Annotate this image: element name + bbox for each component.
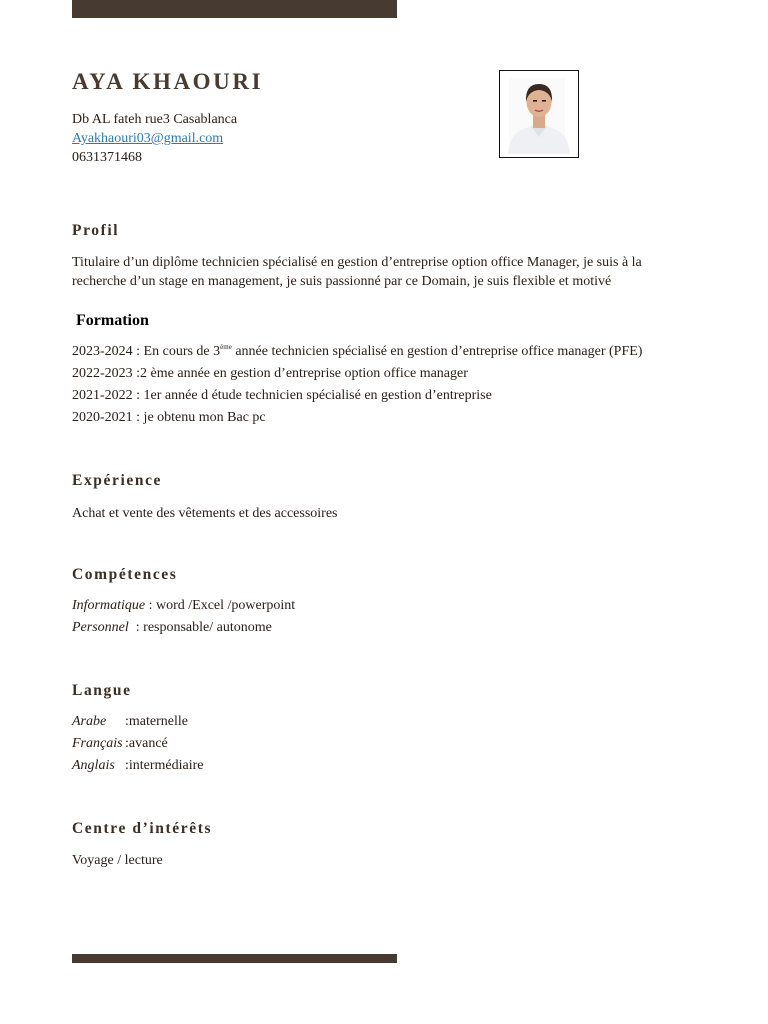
competences-heading: Compétences — [72, 566, 178, 583]
profil-text: Titulaire d’un diplôme technicien spécialisé en gestion d’entreprise option office Manager, je suis à la recherche d’un stage en management, je suis passionné par ce Domain, je suis flexible et motivé — [72, 255, 642, 289]
formation-item: 2023-2024 : En cours de 3ème année technicien spécialisé en gestion d’entreprise office manager (PFE) — [72, 343, 643, 359]
formation-item: 2020-2021 : je obtenu mon Bac pc — [72, 410, 266, 425]
competence-label: Personnel — [72, 620, 129, 635]
langue-value: :intermédiaire — [125, 758, 204, 773]
competence-value: : responsable/ autonome — [128, 620, 272, 635]
competence-item — [72, 617, 295, 639]
langue-item — [72, 733, 204, 755]
langue-value: :maternelle — [125, 714, 188, 729]
experience-heading: Expérience — [72, 472, 163, 489]
formation-list — [72, 341, 642, 429]
interets-heading: Centre d’intérêts — [72, 820, 213, 837]
langue-heading: Langue — [72, 682, 132, 699]
competence-label: Informatique — [72, 598, 146, 613]
competence-value: : word /Excel /powerpoint — [145, 598, 296, 613]
email-link[interactable]: Ayakhaouri03@gmail.com — [72, 131, 224, 146]
phone: 0631371468 — [72, 150, 142, 165]
langue-item — [72, 711, 204, 733]
contact-block — [72, 110, 237, 167]
langue-label: Anglais — [72, 758, 115, 773]
candidate-name: AYA KHAOURI — [72, 69, 264, 94]
profil-heading: Profil — [72, 222, 120, 239]
address: Db AL fateh rue3 Casablanca — [72, 112, 238, 127]
top-accent-bar — [72, 0, 397, 18]
formation-item: 2022-2023 :2 ème année en gestion d’entreprise option office manager — [72, 366, 468, 381]
interets-text: Voyage / lecture — [72, 853, 163, 868]
formation-heading: Formation — [76, 312, 149, 329]
competence-item — [72, 595, 295, 617]
bottom-accent-bar — [72, 954, 397, 963]
langue-list — [72, 711, 204, 777]
experience-text: Achat et vente des vêtements et des accessoires — [72, 506, 338, 521]
langue-label: Français — [72, 736, 123, 751]
profile-photo — [499, 70, 579, 158]
competences-list — [72, 595, 295, 639]
langue-item — [72, 755, 204, 777]
langue-label: Arabe — [72, 714, 107, 729]
langue-value: :avancé — [125, 736, 168, 751]
formation-item: 2021-2022 : 1er année d étude technicien spécialisé en gestion d’entreprise — [72, 388, 492, 403]
